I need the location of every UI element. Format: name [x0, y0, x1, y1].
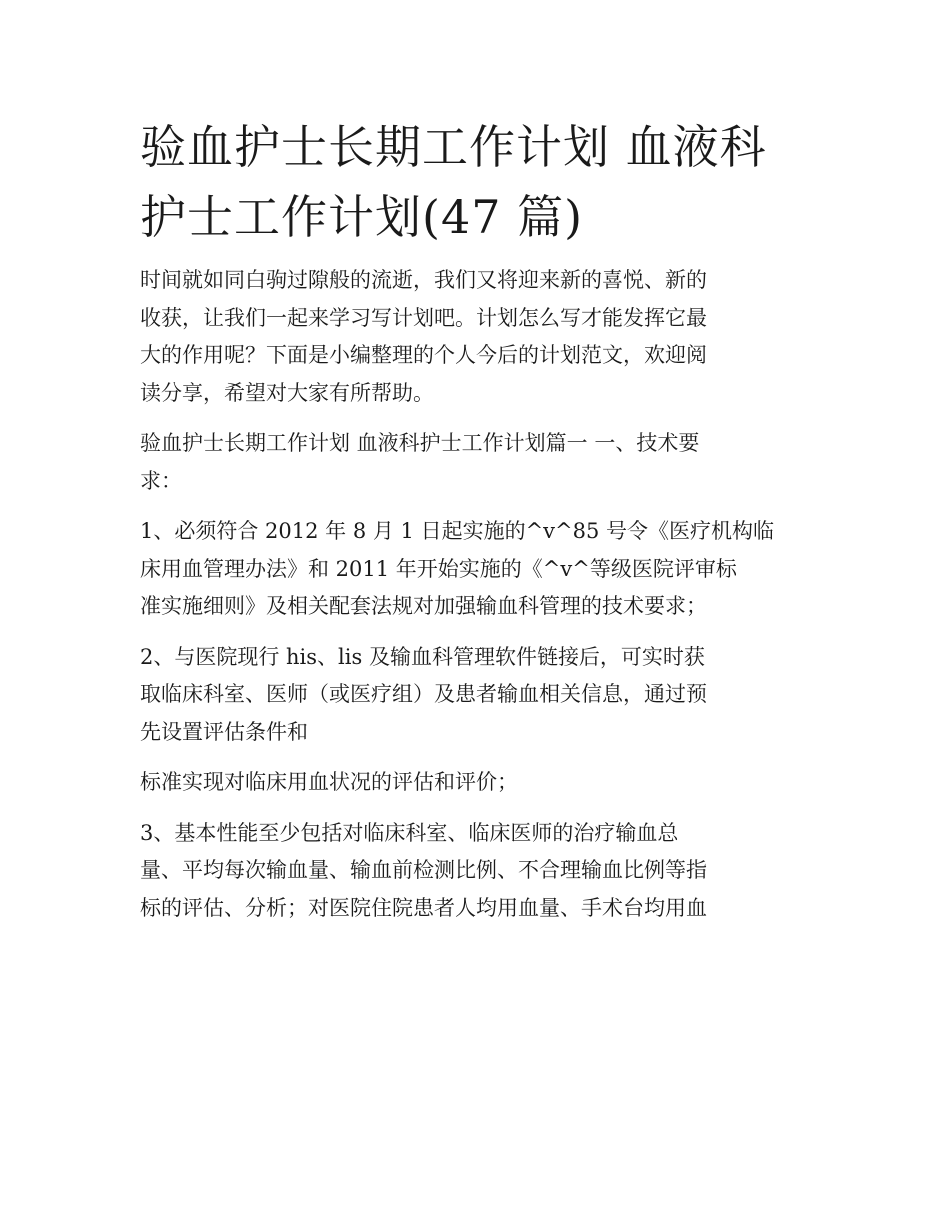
- text-line: 2、与医院现行 his、lis 及输血科管理软件链接后，可实时获: [140, 644, 705, 669]
- text-line: 取临床科室、医师（或医疗组）及患者输血相关信息，通过预: [140, 682, 707, 706]
- intro-paragraph: [140, 262, 812, 412]
- document-page: [140, 112, 812, 927]
- text-line: 收获，让我们一起来学习写计划吧。计划怎么写才能发挥它最: [140, 305, 707, 330]
- text-line: 大的作用呢？下面是小编整理的个人今后的计划范文，欢迎阅: [140, 343, 707, 367]
- text-line: 3、基本性能至少包括对临床科室、临床医师的治疗输血总: [140, 820, 679, 845]
- requirement-1-paragraph: [140, 513, 812, 626]
- text-line: 量、平均每次输血量、输血前检测比例、不合理输血比例等指: [140, 858, 707, 882]
- text-line: 标准实现对临床用血状况的评估和评价；: [140, 770, 518, 794]
- text-line: 1、必须符合 2012 年 8 月 1 日起实施的^v^85 号令《医疗机构临: [140, 519, 775, 543]
- text-line: 读分享，希望对大家有所帮助。: [140, 380, 434, 405]
- requirement-2-paragraph: [140, 639, 812, 752]
- title-line-2: 护士工作计划(47 篇): [140, 190, 584, 244]
- text-line: 床用血管理办法》和 2011 年开始实施的《^v^等级医院评审标: [140, 556, 737, 581]
- text-line: 准实施细则》及相关配套法规对加强输血科管理的技术要求；: [140, 594, 707, 618]
- text-line: 先设置评估条件和: [140, 719, 308, 744]
- title-line-1: 验血护士长期工作计划 血液科: [140, 120, 767, 174]
- text-line: 标的评估、分析；对医院住院患者人均用血量、手术台均用血: [140, 895, 707, 920]
- document-title: [140, 112, 812, 252]
- requirement-2-continuation: [140, 764, 812, 802]
- section-heading-paragraph: [140, 425, 812, 500]
- text-line: 求：: [140, 468, 182, 493]
- requirement-3-paragraph: [140, 815, 812, 928]
- text-line: 验血护士长期工作计划 血液科护士工作计划篇一 一、技术要: [140, 431, 700, 455]
- text-line: 时间就如同白驹过隙般的流逝，我们又将迎来新的喜悦、新的: [140, 268, 707, 292]
